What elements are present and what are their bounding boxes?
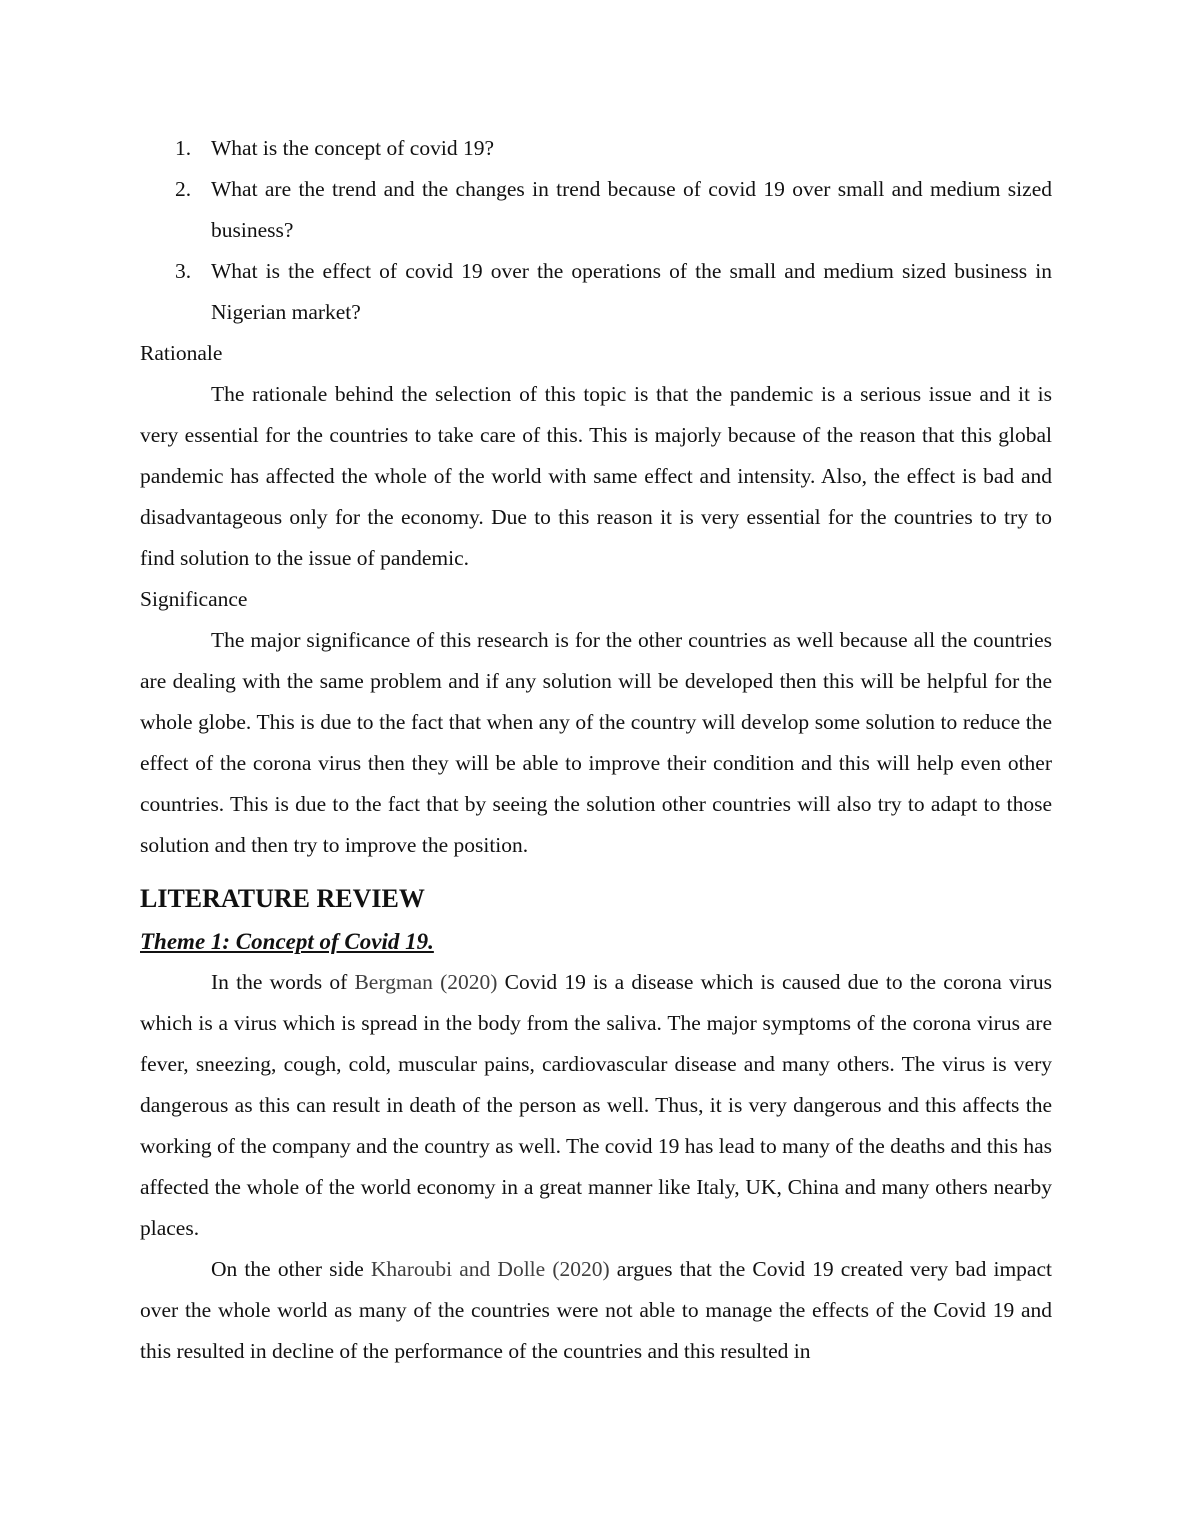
list-number: 3.	[175, 259, 192, 283]
research-questions-list	[140, 128, 1052, 333]
list-item	[140, 169, 1052, 251]
paragraph-text: Covid 19 is a disease which is caused due to the corona virus which is a virus which is spread in the body from the saliva. The major symptoms of the corona virus are fever, sneezing, cough, cold, muscular pains, cardiovascular disease and many others. The virus is very dangerous as this can result in death of the person as well. Thus, it is very dangerous and this affects the working of the company and the country as well. The covid 19 has lead to many of the deaths and this has affected the whole of the world economy in a great manner like Italy, UK, China and many others nearby places.	[140, 970, 1052, 1240]
theme1-heading: Theme 1: Concept of Covid 19.	[140, 929, 434, 954]
rationale-paragraph: The rationale behind the selection of this topic is that the pandemic is a serious issue and it is very essential for the countries to take care of this. This is majorly because of the reason that this global pandemic has affected the whole of the world with same effect and intensity. Also, the effect is bad and disadvantageous only for the economy. Due to this reason it is very essential for the countries to try to find solution to the issue of pandemic.	[140, 382, 1052, 570]
significance-heading: Significance	[140, 587, 248, 611]
list-number: 1.	[175, 136, 192, 160]
literature-paragraph-2	[140, 1249, 1052, 1372]
paragraph-text: In the words of	[211, 970, 355, 994]
rationale-heading: Rationale	[140, 341, 223, 365]
paragraph-text: On the other side	[211, 1257, 371, 1281]
question-text: What are the trend and the changes in trend because of covid 19 over small and medium sized business?	[211, 177, 1052, 242]
list-number: 2.	[175, 177, 192, 201]
citation-kharoubi-dolle: Kharoubi and Dolle (2020)	[370, 1257, 610, 1281]
significance-paragraph: The major significance of this research is for the other countries as well because all the countries are dealing with the same problem and if any solution will be developed then this will be helpful for the whole globe. This is due to the fact that when any of the country will develop some solution to reduce the effect of the corona virus then they will be able to improve their condition and this will help even other countries. This is due to the fact that by seeing the solution other countries will also try to adapt to those solution and then try to improve the position.	[140, 628, 1052, 857]
literature-paragraph-1	[140, 962, 1052, 1249]
list-item	[140, 128, 1052, 169]
question-text: What is the concept of covid 19?	[211, 136, 494, 160]
literature-review-heading: LITERATURE REVIEW	[140, 884, 425, 913]
question-text: What is the effect of covid 19 over the operations of the small and medium sized business in Nigerian market?	[211, 259, 1052, 324]
paragraph-text: argues that the Covid 19 created very bad impact over the whole world as many of the countries were not able to manage the effects of the Covid 19 and this resulted in decline of the performance of the countries and this resulted in	[140, 1257, 1052, 1363]
document-content	[140, 128, 1052, 1372]
list-item	[140, 251, 1052, 333]
citation-bergman: Bergman (2020)	[354, 970, 498, 994]
